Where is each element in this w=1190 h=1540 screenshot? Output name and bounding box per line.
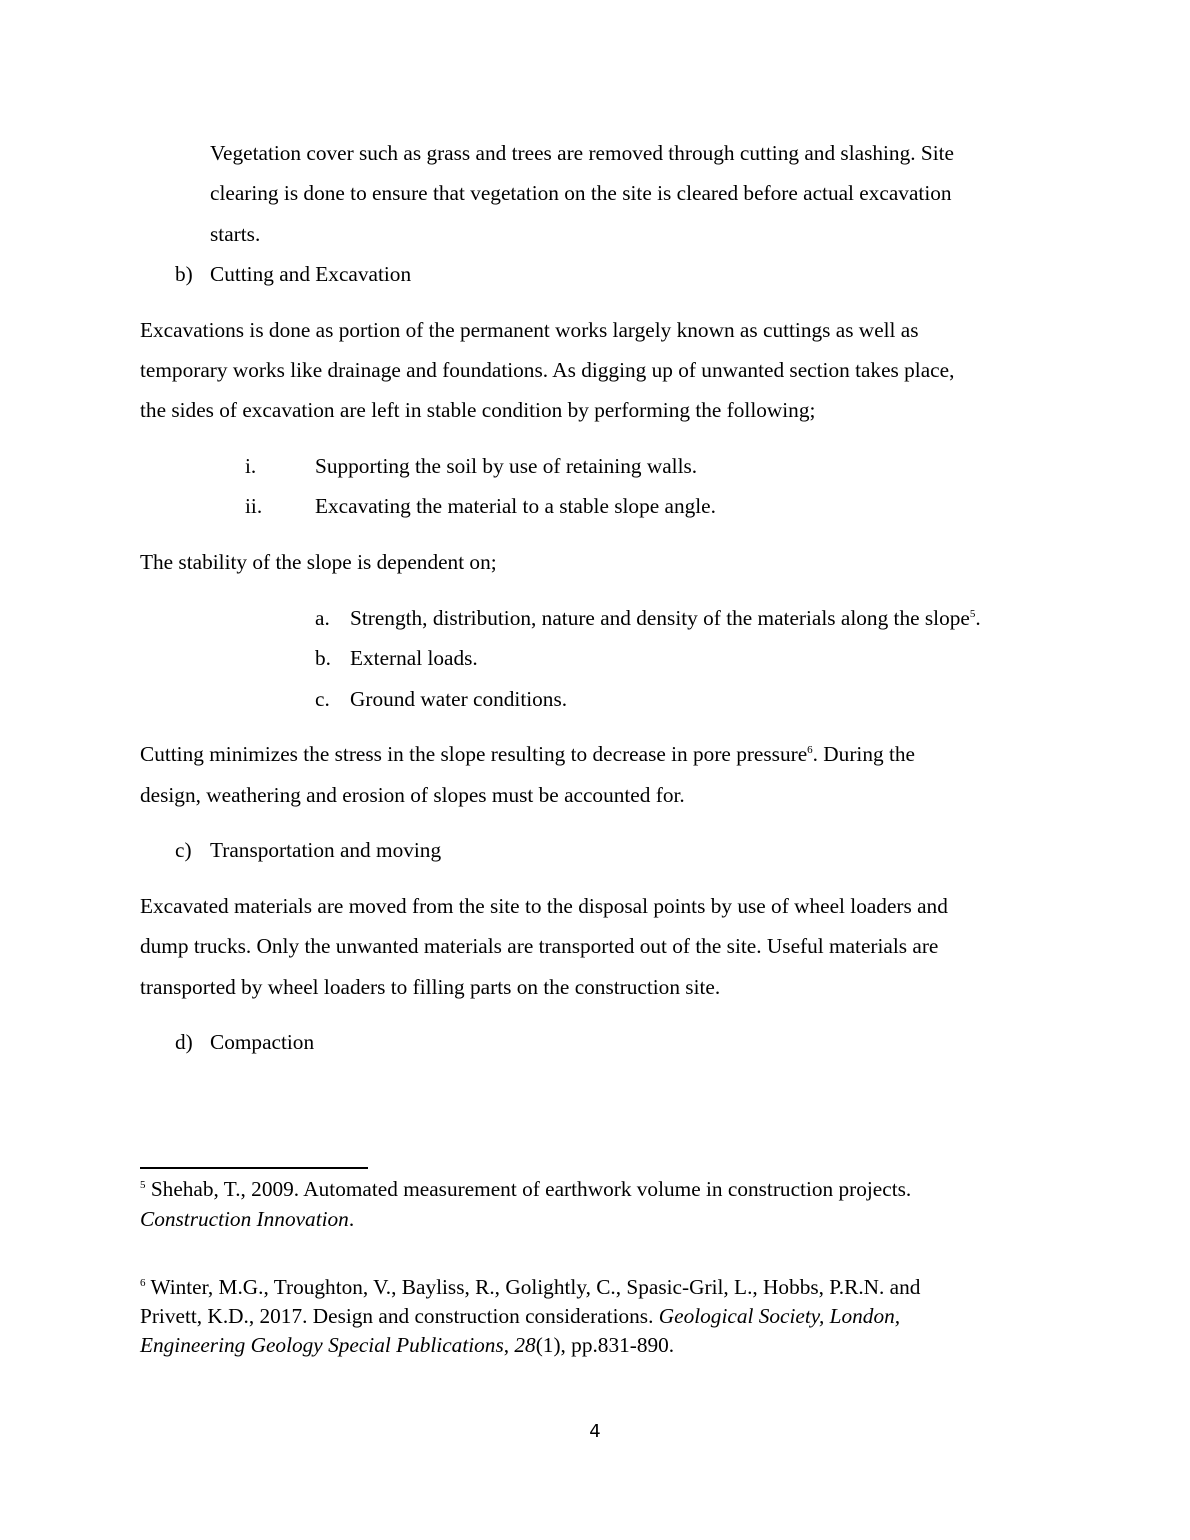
footnote-6-separator: , [503, 1333, 515, 1357]
heading-d-text: Compaction [210, 1030, 315, 1054]
transport-paragraph-line-3: transported by wheel loaders to filling parts on the construction site. [140, 975, 721, 999]
excavation-paragraph-line-1: Excavations is done as portion of the permanent works largely known as cuttings as well as [140, 318, 919, 342]
excavation-paragraph-line-2: temporary works like drainage and foundations. As digging up of unwanted section takes place, [140, 358, 955, 382]
footnote-6-number: 6 [140, 1276, 146, 1289]
footnote-6-line-3 [140, 1331, 674, 1360]
footnote-separator [140, 1167, 368, 1169]
footnote-6-line-2 [140, 1302, 900, 1331]
transport-paragraph-line-1: Excavated materials are moved from the site to the disposal points by use of wheel loaders and [140, 894, 948, 918]
transport-paragraph-line-2: dump trucks. Only the unwanted materials are transported out of the site. Useful materials are [140, 934, 939, 958]
cutting-paragraph-line-1-text: Cutting minimizes the stress in the slope resulting to decrease in pore pressure [140, 742, 808, 766]
alpha-list-marker-a: a. [315, 606, 330, 630]
alpha-list-item-a-text: Strength, distribution, nature and density of the materials along the slope [350, 606, 970, 630]
footnote-6-text: Winter, M.G., Troughton, V., Bayliss, R., Golightly, C., Spasic-Gril, L., Hobbs, P.R.N. and [150, 1275, 921, 1299]
footnote-6-journal-part-2: Engineering Geology Special Publications [140, 1333, 504, 1357]
footnote-6-volume: 28 [514, 1333, 536, 1357]
footnote-ref-5[interactable]: 5 [969, 607, 976, 620]
page-number: 4 [589, 1421, 601, 1442]
intro-paragraph-line-3: starts. [210, 222, 261, 246]
footnote-5-period: . [348, 1207, 355, 1231]
intro-paragraph-line-1: Vegetation cover such as grass and trees are removed through cutting and slashing. Site [210, 141, 954, 165]
heading-d-marker: d) [175, 1030, 193, 1054]
roman-list-marker-1: i. [245, 454, 257, 478]
stability-intro: The stability of the slope is dependent on; [140, 550, 497, 574]
footnote-5-line-1 [140, 1175, 911, 1204]
intro-paragraph-line-2: clearing is done to ensure that vegetation on the site is cleared before actual excavation [210, 181, 952, 205]
roman-list-marker-2: ii. [245, 494, 263, 518]
excavation-paragraph-line-3: the sides of excavation are left in stable condition by performing the following; [140, 398, 816, 422]
cutting-paragraph-line-2: design, weathering and erosion of slopes must be accounted for. [140, 783, 685, 807]
footnote-5-number: 5 [140, 1178, 146, 1191]
cutting-paragraph-line-1-tail: . During the [812, 742, 915, 766]
heading-b-text: Cutting and Excavation [210, 262, 412, 286]
alpha-list-marker-c: c. [315, 687, 330, 711]
footnote-5-journal: Construction Innovation [140, 1207, 349, 1231]
heading-b-marker: b) [175, 262, 193, 286]
cutting-paragraph-line-1 [140, 734, 915, 775]
roman-list-item-1: Supporting the soil by use of retaining walls. [315, 454, 698, 478]
alpha-list-item-a-period: . [975, 606, 981, 630]
footnote-5-line-2 [140, 1205, 354, 1234]
alpha-list-marker-b: b. [315, 646, 331, 670]
footnote-6-journal-part-1: Geological Society, London, [658, 1304, 901, 1328]
footnote-6-line-2-text: Privett, K.D., 2017. Design and construction considerations. [140, 1304, 659, 1328]
footnote-6-line-1 [140, 1273, 920, 1302]
alpha-list-item-a [350, 598, 981, 639]
alpha-list-item-c: Ground water conditions. [350, 687, 568, 711]
roman-list-item-2: Excavating the material to a stable slope angle. [315, 494, 716, 518]
footnote-5-text: Shehab, T., 2009. Automated measurement of earthwork volume in construction projects. [150, 1177, 912, 1201]
heading-c-text: Transportation and moving [210, 838, 442, 862]
footnote-ref-6[interactable]: 6 [807, 743, 813, 756]
alpha-list-item-b: External loads. [350, 646, 478, 670]
heading-c-marker: c) [175, 838, 192, 862]
footnote-6-pages: (1), pp.831-890. [535, 1333, 675, 1357]
